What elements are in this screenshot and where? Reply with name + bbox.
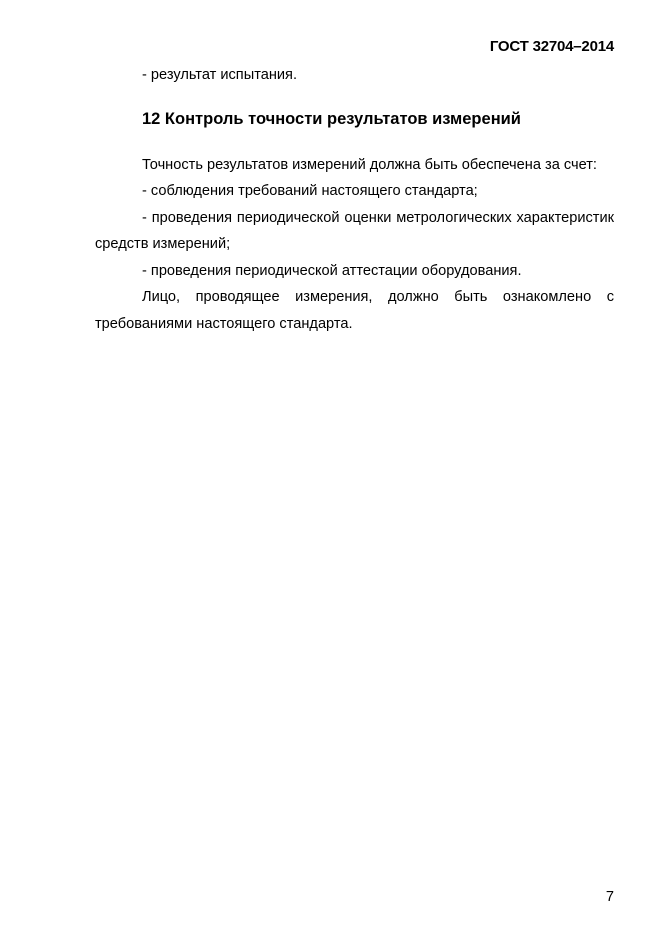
list-item: - соблюдения требований настоящего стандарта; <box>142 183 478 199</box>
list-item: - проведения периодической аттестации оборудования. <box>142 262 522 279</box>
closing-paragraph: Лицо, проводящее измерения, должно быть ознакомлено с требованиями настоящего стандарта. <box>95 289 614 332</box>
page-content <box>95 62 614 337</box>
document-code: ГОСТ 32704–2014 <box>489 38 614 55</box>
page-number: 7 <box>605 889 614 905</box>
intro-paragraph: Точность результатов измерений должна быть обеспечена за счет: <box>142 156 597 173</box>
list-item: - проведения периодической оценки метрологических характеристик средств измерений; <box>95 209 614 252</box>
section-heading: 12 Контроль точности результатов измерений <box>142 109 521 128</box>
list-item-previous: - результат испытания. <box>142 67 298 83</box>
